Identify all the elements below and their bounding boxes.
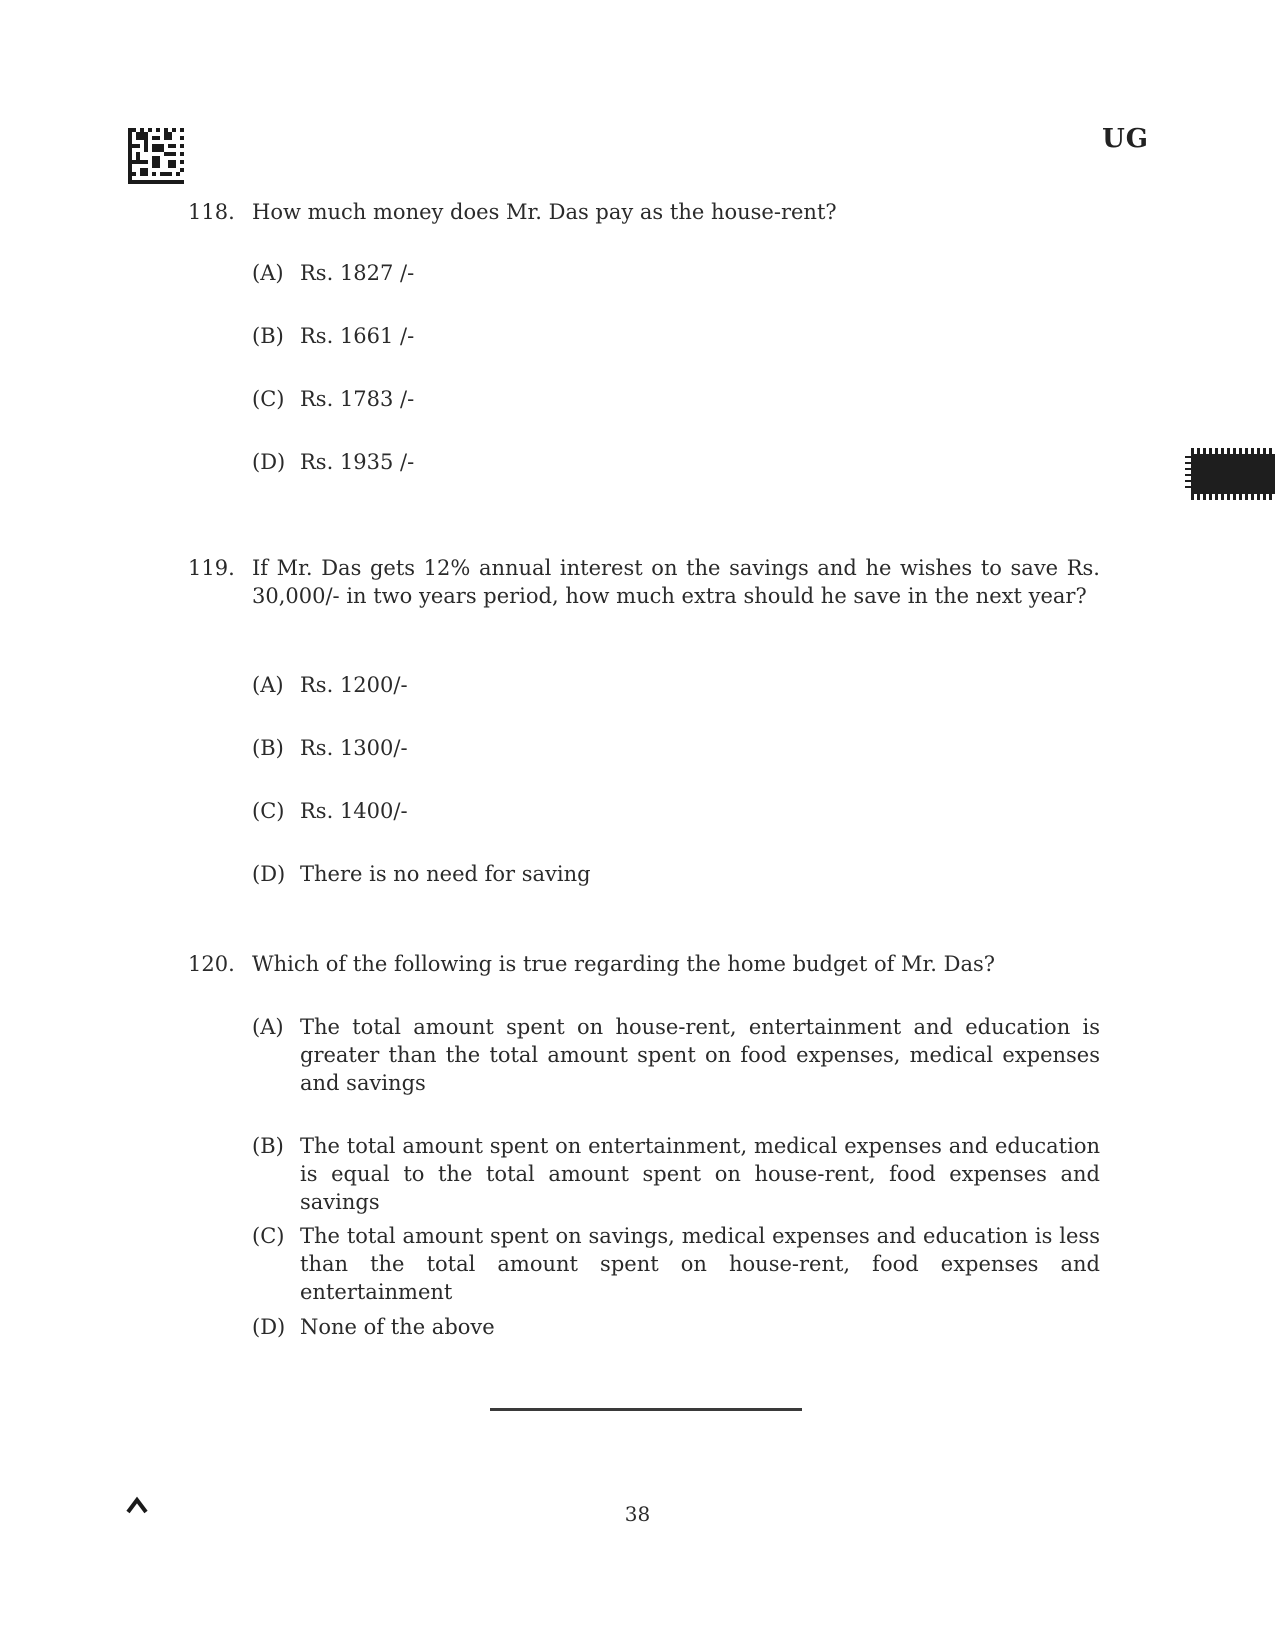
option-119-a: [252, 671, 1100, 699]
option-119-b: [252, 734, 1100, 762]
question-number: 120.: [188, 952, 235, 976]
option-120-a: [252, 1013, 1100, 1097]
option-text: The total amount spent on savings, medical expenses and education is less than the total amount spent on house-rent, food expenses and entertainment: [300, 1224, 1100, 1304]
option-label: (C): [252, 1224, 285, 1248]
option-label: (B): [252, 324, 284, 348]
paper-code: UG: [1102, 124, 1149, 154]
option-label: (A): [252, 673, 284, 697]
option-118-c: [252, 385, 1100, 413]
option-text: Rs. 1300/-: [300, 736, 408, 760]
question-119: [188, 554, 1100, 610]
option-label: (D): [252, 862, 286, 886]
option-text: Rs. 1661 /-: [300, 324, 415, 348]
option-120-c: [252, 1222, 1100, 1306]
page-number: 38: [624, 1502, 651, 1526]
option-text: Rs. 1400/-: [300, 799, 408, 823]
option-119-c: [252, 797, 1100, 825]
option-text: None of the above: [300, 1315, 495, 1339]
option-text: Rs. 1935 /-: [300, 450, 415, 474]
option-label: (C): [252, 387, 285, 411]
option-119-d: [252, 860, 1100, 888]
option-label: (B): [252, 1134, 284, 1158]
option-118-b: [252, 322, 1100, 350]
option-text: There is no need for saving: [300, 862, 591, 886]
option-text: The total amount spent on entertainment, medical expenses and education is equal to the total amount spent on house-rent, food expenses and savings: [300, 1134, 1100, 1214]
question-number: 119.: [188, 556, 235, 580]
question-number: 118.: [188, 200, 235, 224]
end-divider: [490, 1408, 802, 1411]
question-118: [188, 198, 1100, 226]
option-label: (A): [252, 1015, 284, 1039]
option-label: (D): [252, 450, 286, 474]
option-label: (A): [252, 261, 284, 285]
option-text: Rs. 1200/-: [300, 673, 408, 697]
question-text: If Mr. Das gets 12% annual interest on the savings and he wishes to save Rs. 30,000/- in two years period, how much extra should he save in the next year?: [252, 556, 1100, 608]
option-text: The total amount spent on house-rent, entertainment and education is greater than the total amount spent on food expenses, medical expenses and savings: [300, 1015, 1100, 1095]
question-120: [188, 950, 1100, 978]
question-text: Which of the following is true regarding the home budget of Mr. Das?: [252, 952, 996, 976]
question-text: How much money does Mr. Das pay as the house-rent?: [252, 200, 837, 224]
option-text: Rs. 1827 /-: [300, 261, 415, 285]
datamatrix-code-icon: [128, 128, 184, 184]
option-label: (B): [252, 736, 284, 760]
side-tab-mark: [1185, 448, 1275, 500]
option-label: (C): [252, 799, 285, 823]
option-118-a: [252, 259, 1100, 287]
option-label: (D): [252, 1315, 286, 1339]
option-120-d: [252, 1313, 1100, 1341]
option-118-d: [252, 448, 1100, 476]
option-text: Rs. 1783 /-: [300, 387, 415, 411]
option-120-b: [252, 1132, 1100, 1216]
